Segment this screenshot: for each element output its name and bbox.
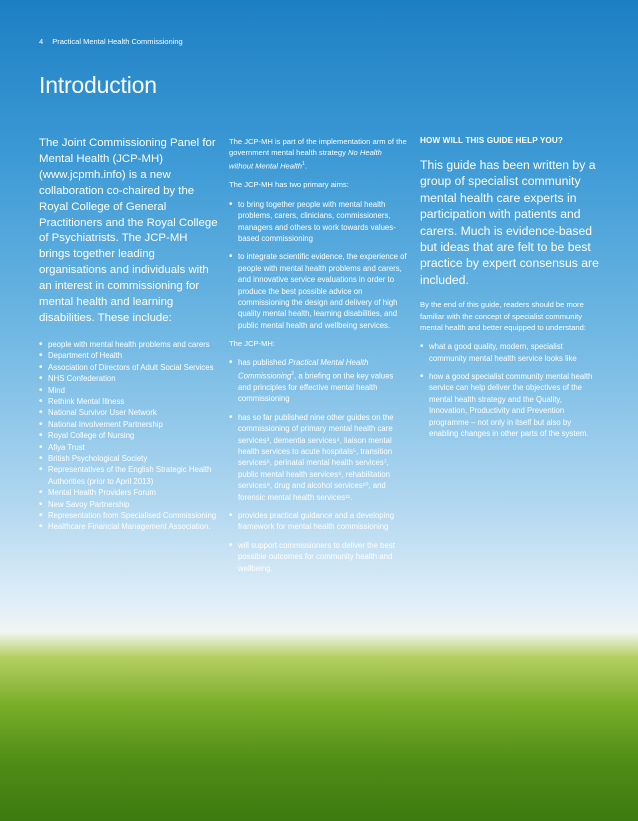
list-item: • Representation from Specialised Commissioning bbox=[39, 510, 221, 521]
guide-lead-paragraph: This guide has been written by a group of specialist community mental health care experts in participation with patients and carers. Much is evidence-based but ideas that are felt to be best practice by expert consensus are included. bbox=[420, 158, 599, 287]
list-item: • Afiya Trust bbox=[39, 442, 221, 453]
list-item: • will support commissioners to deliver the best possible outcomes for community health and wellbeing. bbox=[229, 540, 407, 574]
member-list bbox=[39, 339, 221, 533]
activities-intro: The JCP-MH: bbox=[229, 339, 275, 349]
activity-text-end: , a briefing on the key values and principles for effective mental health commissioning bbox=[238, 371, 394, 404]
strategy-end: . bbox=[304, 161, 307, 171]
list-item: • Association of Directors of Adult Social Services bbox=[39, 362, 221, 373]
list-item: • people with mental health problems and carers bbox=[39, 339, 221, 350]
list-item: • to bring together people with mental health problems, carers, clinicians, commissioners, managers and others to work towards values-based commissioning bbox=[229, 199, 407, 245]
strategy-paragraph bbox=[229, 136, 407, 171]
list-item: • NHS Confederation bbox=[39, 373, 221, 384]
running-header bbox=[39, 37, 183, 46]
list-item: • Mental Health Providers Forum bbox=[39, 487, 221, 498]
list-item: • Healthcare Financial Management Association. bbox=[39, 521, 221, 532]
list-item: • National Involvement Partnership bbox=[39, 419, 221, 430]
footnote-ref: 2 bbox=[291, 370, 295, 377]
list-item: • British Psychological Society bbox=[39, 453, 221, 464]
aims-list bbox=[229, 199, 407, 331]
strategy-text: The JCP-MH is part of the implementation arm of the government mental health strategy bbox=[229, 137, 407, 158]
running-title: Practical Mental Health Commissioning bbox=[52, 37, 183, 46]
activities-list bbox=[229, 357, 407, 574]
list-item bbox=[229, 357, 407, 404]
list-item: • Representatives of the English Strategic Health Authorities (prior to April 2013) bbox=[39, 464, 221, 487]
aims-intro: The JCP-MH has two primary aims: bbox=[229, 180, 349, 190]
list-item: • how a good specialist community mental health service can help deliver the objectives of the mental health strategy and the Quality, Innovation, Productivity and Prevention programme – not only in itself but also by enabling changes in other parts of the system. bbox=[420, 371, 602, 439]
list-item: • to integrate scientific evidence, the experience of people with mental health problems and carers, and innovative service evaluations in order to produce the best possible advice on commissioning the design and delivery of high quality mental health, learning disabilities, and public mental health and wellbeing services. bbox=[229, 251, 407, 331]
list-item: • National Survivor User Network bbox=[39, 407, 221, 418]
page-number: 4 bbox=[39, 37, 44, 46]
section-title: Introduction bbox=[39, 72, 157, 98]
understanding-list bbox=[420, 341, 602, 439]
readers-paragraph: By the end of this guide, readers should be more familiar with the concept of specialist community mental health and better equipped to understand: bbox=[420, 300, 586, 332]
list-item: • has so far published nine other guides on the commissioning of primary mental health care services³, dementia services⁴, liaison mental health services to acute hospitals⁵, transition services⁶, perinatal mental health services⁷, public mental health services⁸, rehabilitation services⁹, drug and alcohol services¹⁰, and forensic mental health services¹¹. bbox=[229, 412, 407, 503]
column-left bbox=[39, 136, 221, 533]
list-item: • New Savoy Partnership bbox=[39, 499, 221, 510]
column-middle bbox=[229, 136, 407, 581]
list-item: • Royal College of Nursing bbox=[39, 430, 221, 441]
list-item: • Department of Health bbox=[39, 350, 221, 361]
activity-title: Practical Mental Health Commissioning bbox=[238, 358, 369, 381]
list-item: • provides practical guidance and a developing framework for mental health commissioning bbox=[229, 510, 407, 533]
intro-lead-paragraph: The Joint Commissioning Panel for Mental Health (JCP-MH) (www.jcpmh.info) is a new collaboration co-chaired by the Royal College of General Practitioners and the Royal College of Psychiatrists. The JCP-MH brings together leading organisations and individuals with an interest in commissioning for mental health and learning disabilities. These include: bbox=[39, 137, 218, 324]
subheading: HOW WILL THIS GUIDE HELP YOU? bbox=[420, 136, 564, 145]
list-item: • Mind bbox=[39, 385, 221, 396]
footnote-ref: 1 bbox=[302, 160, 305, 167]
strategy-title: No Health without Mental Health bbox=[229, 148, 382, 171]
list-item: • what a good quality, modern, specialist community mental health service looks like bbox=[420, 341, 602, 364]
list-item: • Rethink Mental Illness bbox=[39, 396, 221, 407]
activity-text: has published bbox=[238, 358, 289, 368]
column-right bbox=[420, 136, 602, 446]
